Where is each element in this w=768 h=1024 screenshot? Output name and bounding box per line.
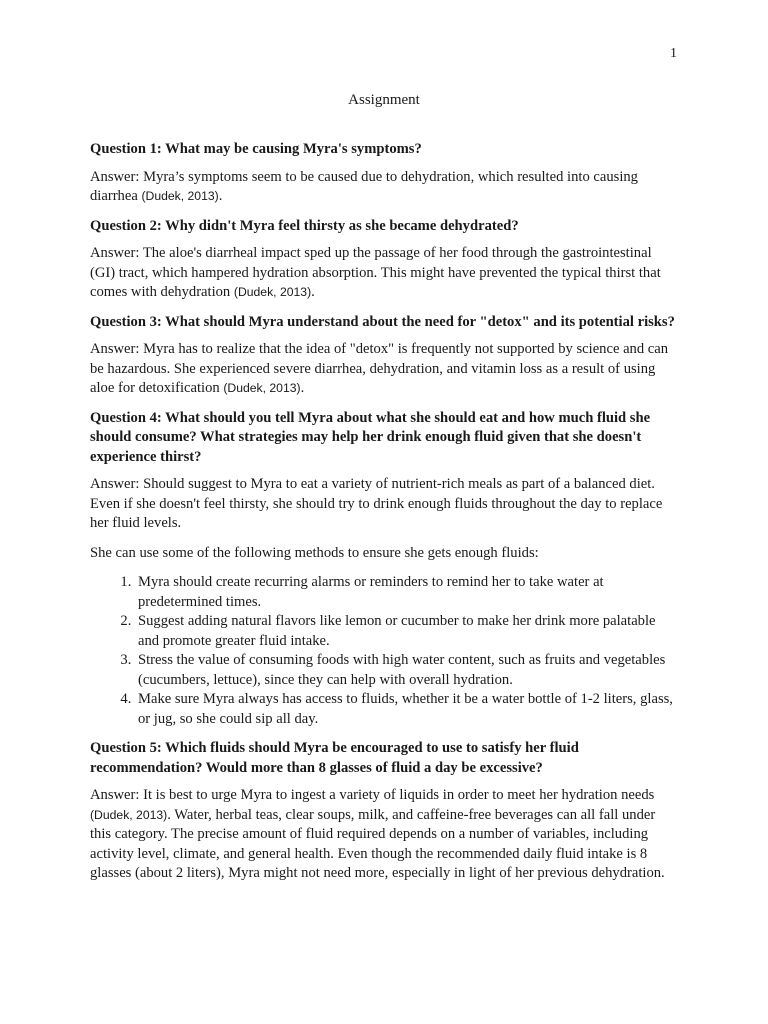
- answer-1: [90, 168, 678, 207]
- methods-intro: She can use some of the following methods to ensure she gets enough fluids:: [90, 544, 539, 561]
- answer-5-citation: (Dudek, 2013): [90, 807, 168, 822]
- question-5: Question 5: Which fluids should Myra be encouraged to use to satisfy her fluid recommendation? Would more than 8 glasses of fluid a day be excessive?: [90, 740, 579, 776]
- answer-2-citation: (Dudek, 2013): [233, 285, 312, 299]
- document-title: Assignment: [348, 92, 420, 108]
- answer-1-citation: (Dudek, 2013): [141, 189, 219, 203]
- answer-1-tail: .: [218, 188, 223, 204]
- question-1: Question 1: What may be causing Myra's symptoms?: [90, 141, 422, 157]
- question-3: Question 3: What should Myra understand about the need for "detox" and its potential risks?: [90, 313, 675, 330]
- question-2: Question 2: Why didn't Myra feel thirsty as she became dehydrated?: [90, 217, 519, 234]
- list-item: 2. Suggest adding natural flavors like lemon or cucumber to make her drink more palatable and promote greater fluid intake.: [135, 612, 678, 651]
- answer-2-text: Answer: The aloe's diarrheal impact sped up the passage of her food through the gastrointestinal (GI) tract, which hampered hydration absorption. This might have prevented the typical thirst that comes with dehydration: [90, 245, 661, 300]
- list-item: 1. Myra should create recurring alarms or reminders to remind her to take water at predetermined times.: [135, 573, 678, 612]
- answer-3-citation: (Dudek, 2013): [223, 381, 301, 395]
- answer-3: [90, 340, 678, 399]
- answer-5-tail: . Water, herbal teas, clear soups, milk, and caffeine-free beverages can all fall under this category. The precise amount of fluid required depends on a number of variables, including activity level, climate, and general health. Even though the recommended daily fluid intake is 8 glasses (about 2 liters), Myra might not need more, especially in light of her previous dehydration.: [90, 806, 665, 881]
- answer-3-text: Answer: Myra has to realize that the idea of "detox" is frequently not supported by science and can be hazardous. She experienced severe diarrhea, dehydration, and vitamin loss as a result of using aloe for detoxification: [90, 341, 669, 396]
- answer-5: [90, 786, 678, 884]
- answer-2: [90, 244, 678, 303]
- question-4: Question 4: What should you tell Myra about what she should eat and how much fluid she should consume? What strategies may help her drink enough fluid given that she doesn't experience thirst?: [90, 409, 651, 465]
- answer-3-tail: .: [300, 380, 305, 396]
- answer-4: Answer: Should suggest to Myra to eat a variety of nutrient-rich meals as part of a balanced diet. Even if she doesn't feel thirsty, she should try to drink enough fluids throughout the day to replace her fluid levels.: [90, 476, 663, 531]
- list-item: 3. Stress the value of consuming foods with high water content, such as fruits and vegetables (cucumbers, lettuce), since they can help with overall hydration.: [135, 651, 678, 690]
- answer-2-tail: .: [311, 284, 315, 300]
- answer-1-text: Answer: Myra’s symptoms seem to be caused due to dehydration, which resulted into causing diarrhea: [90, 168, 638, 204]
- page-number: 1: [670, 46, 677, 61]
- answer-5-text: Answer: It is best to urge Myra to ingest a variety of liquids in order to meet her hydration needs: [90, 787, 655, 803]
- methods-list: [90, 573, 678, 729]
- document-body: [90, 140, 678, 894]
- list-item: 4. Make sure Myra always has access to fluids, whether it be a water bottle of 1-2 liters, glass, or jug, so she could sip all day.: [135, 690, 678, 729]
